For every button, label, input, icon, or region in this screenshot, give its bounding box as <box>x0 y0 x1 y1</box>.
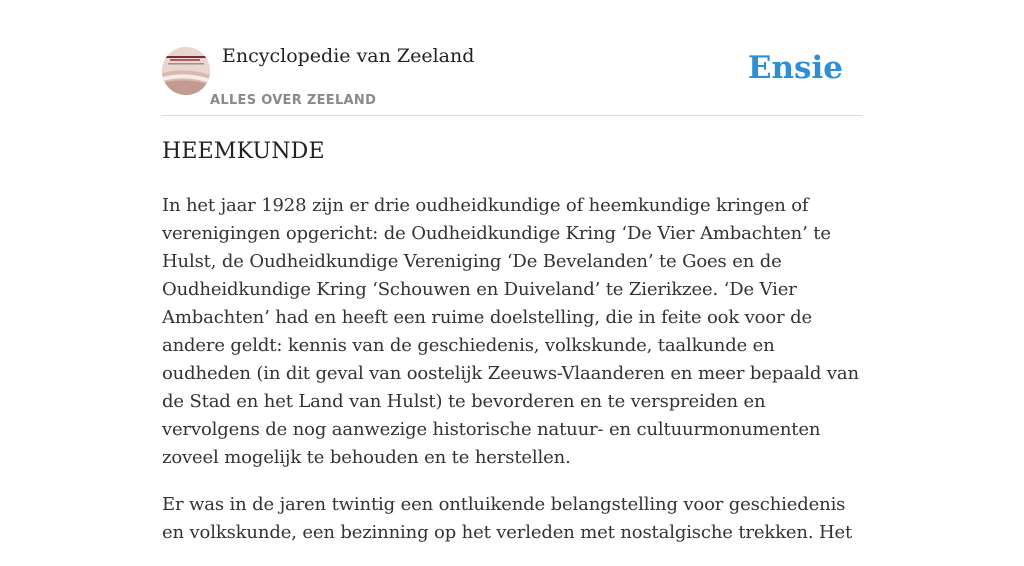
article-paragraph: Er was in de jaren twintig een ontluikende belangstelling voor geschiedenis en volkskunde, een bezinning op het verleden met nostalgische trekken. Het <box>162 494 853 543</box>
article-paragraph: In het jaar 1928 zijn er drie oudheidkundige of heemkundige kringen of verenigingen opgericht: de Oudheidkundige Kring ‘De Vier Ambachten’ te Hulst, de Oudheidkundige Vereniging ‘De Bevelanden’ te Goes en de Oudheidkundige Kring ‘Schouwen en Duiveland’ te Zierikzee. ‘De Vier Ambachten’ had en heeft een ruime doelstelling, die in feite ook voor de andere geldt: kennis van de geschiedenis, volkskunde, taalkunde en oudheden (in dit geval van oostelijk Zeeuws-Vlaanderen en meer bepaald van de Stad en het Land van Hulst) te bevorderen en te verspreiden en vervolgens de nog aanwezige historische natuur- en cultuurmonumenten zoveel mogelijk te behouden en te herstellen. <box>162 195 859 468</box>
page-title: HEEMKUNDE <box>162 139 325 164</box>
brand-logo-link[interactable]: Ensie <box>747 50 843 86</box>
site-tagline: ALLES OVER ZEELAND <box>210 93 377 108</box>
site-title-link[interactable]: Encyclopedie van Zeeland <box>222 45 475 67</box>
page-container <box>162 0 862 543</box>
site-header <box>162 0 862 116</box>
site-avatar[interactable] <box>162 47 210 95</box>
article-body <box>162 192 862 566</box>
book-stack-icon <box>162 47 210 95</box>
